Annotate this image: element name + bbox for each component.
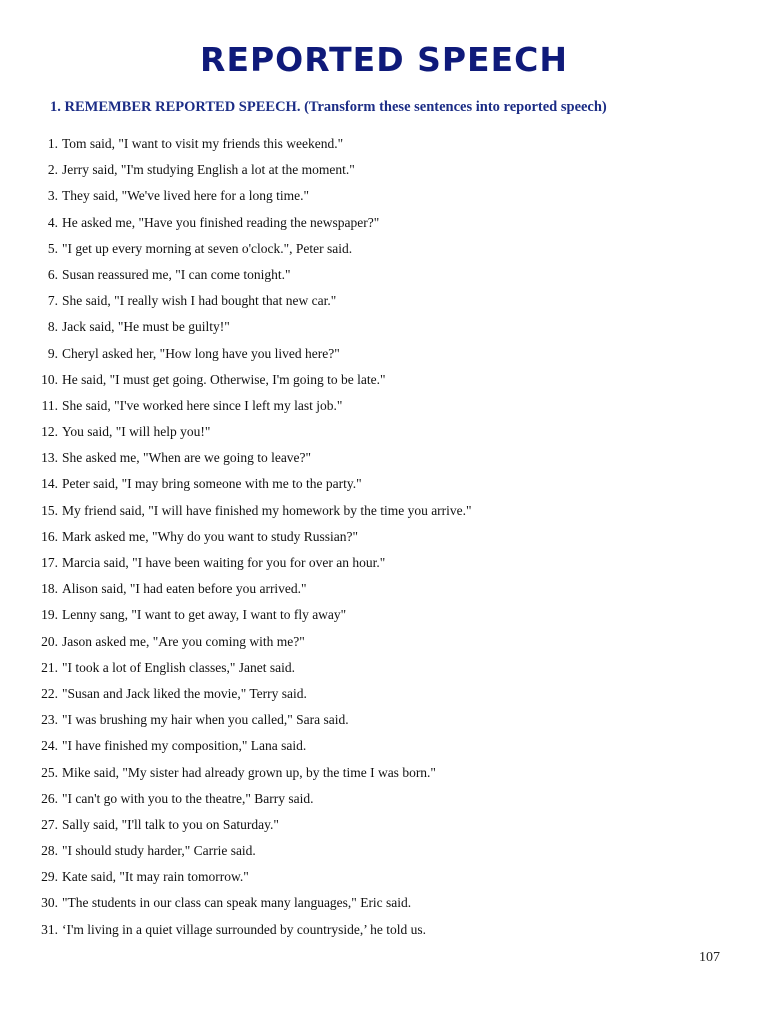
sentence-number: 9. (47, 345, 58, 361)
sentence-item (0, 187, 768, 213)
sentence-number: 6. (47, 266, 58, 282)
sentence-text: He said, "I must get going. Otherwise, I'm going to be late." (62, 371, 386, 387)
sentence-item (0, 554, 768, 580)
sentence-item (0, 345, 768, 371)
sentence-number: 12. (41, 424, 58, 440)
sentence-text: "I have finished my composition," Lana said. (62, 738, 307, 754)
sentence-text: Peter said, "I may bring someone with me to the party." (62, 476, 362, 492)
sentence-number: 7. (47, 293, 58, 309)
sentence-item (0, 502, 768, 528)
sentence-text: Tom said, "I want to visit my friends this weekend." (62, 136, 344, 151)
sentence-number: 3. (47, 188, 58, 204)
sentence-number: 18. (41, 581, 58, 597)
sentence-text: My friend said, "I will have finished my homework by the time you arrive." (62, 502, 472, 518)
sentence-number: 14. (41, 476, 58, 492)
sentence-text: She asked me, "When are we going to leave?" (62, 450, 312, 466)
sentence-text: ‘I'm living in a quiet village surrounded by countryside,’ he told us. (62, 921, 426, 937)
sentence-number: 21. (41, 659, 58, 675)
sentence-text: Lenny sang, "I want to get away, I want to fly away" (62, 607, 347, 623)
sentence-number: 31. (41, 921, 58, 937)
sentence-number: 27. (41, 816, 58, 832)
sentence-text: He asked me, "Have you finished reading the newspaper?" (62, 214, 380, 230)
sentence-number: 20. (41, 633, 58, 649)
sentence-text: Jack said, "He must be guilty!" (62, 319, 230, 335)
sentence-item (0, 894, 768, 920)
sentence-number: 15. (41, 502, 58, 518)
sentence-text: Cheryl asked her, "How long have you lived here?" (62, 345, 340, 361)
sentence-item (0, 868, 768, 894)
sentence-text: Mike said, "My sister had already grown up, by the time I was born." (62, 764, 436, 780)
sentence-item (0, 921, 768, 947)
page-title: REPORTED SPEECH (200, 40, 568, 79)
sentence-item (0, 292, 768, 318)
sentence-number: 24. (41, 738, 58, 754)
sentence-item (0, 790, 768, 816)
sentence-item (0, 318, 768, 344)
sentence-text: "Susan and Jack liked the movie," Terry said. (62, 685, 307, 701)
sentence-number: 11. (41, 397, 58, 413)
sentence-number: 1. (47, 136, 58, 151)
sentence-item (0, 633, 768, 659)
sentence-item (0, 161, 768, 187)
sentence-text: "I can't go with you to the theatre," Barry said. (62, 790, 314, 806)
sentence-item (0, 397, 768, 423)
sentence-item (0, 737, 768, 763)
sentence-item (0, 449, 768, 475)
sentence-text: Jason asked me, "Are you coming with me?" (62, 633, 305, 649)
sentence-item (0, 659, 768, 685)
sentence-text: "I should study harder," Carrie said. (62, 843, 256, 859)
section-heading: 1. REMEMBER REPORTED SPEECH. (Transform these sentences into reported speech) (50, 99, 607, 115)
sentence-text: Kate said, "It may rain tomorrow." (62, 869, 249, 885)
sentence-text: Marcia said, "I have been waiting for you for over an hour." (62, 555, 386, 570)
sentence-text: They said, "We've lived here for a long time." (62, 188, 310, 204)
sentence-number: 13. (41, 450, 58, 466)
sentence-text: "I was brushing my hair when you called," Sara said. (62, 712, 349, 728)
sentence-text: Susan reassured me, "I can come tonight." (62, 266, 291, 282)
sentence-text: You said, "I will help you!" (62, 424, 211, 440)
sentence-number: 17. (41, 555, 58, 570)
sentence-text: "I took a lot of English classes," Janet said. (62, 659, 295, 675)
sentence-item (0, 371, 768, 397)
sentence-item (0, 842, 768, 868)
sentence-text: "The students in our class can speak many languages," Eric said. (62, 895, 412, 911)
sentence-item (0, 266, 768, 292)
sentence-item (0, 423, 768, 449)
sentence-number: 5. (47, 240, 58, 256)
page-number: 107 (699, 950, 720, 965)
sentence-number: 26. (41, 790, 58, 806)
sentence-item (0, 240, 768, 266)
sentence-number: 2. (47, 162, 58, 178)
sentence-number: 22. (41, 685, 58, 701)
sentence-text: Mark asked me, "Why do you want to study Russian?" (62, 528, 358, 544)
sentence-item (0, 711, 768, 737)
sentence-text: "I get up every morning at seven o'clock.", Peter said. (62, 240, 353, 256)
sentence-item (0, 135, 768, 161)
sentence-number: 19. (41, 607, 58, 623)
sentence-number: 30. (41, 895, 58, 911)
sentence-number: 29. (41, 869, 58, 885)
sentence-item (0, 528, 768, 554)
sentence-number: 28. (41, 843, 58, 859)
sentence-item (0, 214, 768, 240)
sentence-text: Jerry said, "I'm studying English a lot at the moment." (62, 162, 355, 178)
sentence-number: 23. (41, 712, 58, 728)
sentence-number: 8. (47, 319, 58, 335)
sentence-item (0, 475, 768, 501)
sentence-text: She said, "I've worked here since I left my last job." (62, 397, 343, 413)
sentence-number: 25. (41, 764, 58, 780)
sentence-item (0, 764, 768, 790)
sentence-item (0, 580, 768, 606)
sentence-number: 4. (47, 214, 58, 230)
sentence-list (0, 135, 768, 947)
sentence-item (0, 816, 768, 842)
sentence-item (0, 685, 768, 711)
sentence-text: Alison said, "I had eaten before you arrived." (62, 581, 307, 597)
sentence-item (0, 606, 768, 632)
sentence-number: 16. (41, 528, 58, 544)
sentence-text: She said, "I really wish I had bought that new car." (62, 293, 337, 309)
sentence-text: Sally said, "I'll talk to you on Saturday." (62, 816, 279, 832)
sentence-number: 10. (41, 371, 58, 387)
